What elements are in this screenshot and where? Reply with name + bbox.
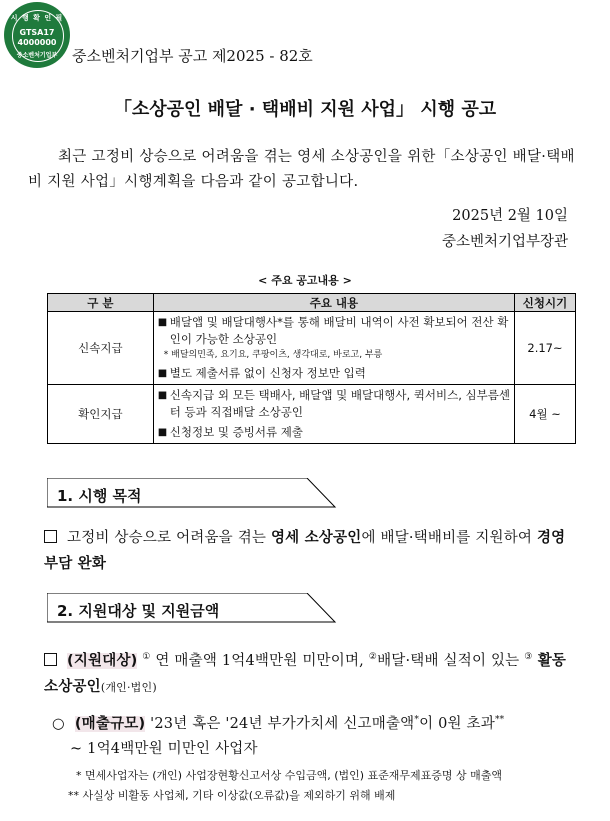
target-text: 1억4백만원 미만 (221, 652, 331, 669)
row-timing: 2.17~ (515, 312, 576, 385)
target-text: 배달·택배 실적이 있는 (377, 652, 525, 669)
footnote-mark: ** (494, 715, 505, 725)
checkbox-bullet-icon (44, 653, 57, 666)
circle-bullet-icon: ○ (52, 715, 65, 732)
purpose-item (44, 525, 574, 577)
target-emphasis: 활동 소상공인 (44, 651, 567, 695)
page-title: 「소상공인 배달 · 택배비 지원 사업」 시행 공고 (113, 99, 497, 120)
seal-bottom-text: 중소벤처기업부 (16, 52, 58, 59)
target-note: (개인·법인) (100, 680, 157, 694)
row-content (153, 312, 514, 385)
purpose-text: 고정비 상승으로 어려움을 겪는 (67, 530, 271, 546)
seal-number: 4000000 (17, 38, 57, 47)
scale-label: (매출규모) (74, 715, 146, 732)
purpose-emphasis: 영세 소상공인 (270, 529, 362, 546)
row-bullet: ■ 신청정보 및 증빙서류 제출 (158, 424, 510, 441)
scale-text: 이 0원 초과 (419, 715, 495, 732)
target-text: 연 매출액 (150, 652, 222, 669)
footnote-2: ** 사실상 비활동 사업체, 기타 이상값(오류값)을 제외하기 위해 배제 (68, 789, 396, 802)
scale-text: '23년 혹은 '24년 부가가치세 신고매출액 (145, 715, 415, 732)
footnote-1: * 면세사업자는 (개인) 사업장현황신고서상 수입금액, (법인) 표준재무제표증명 상 매출액 (76, 769, 503, 782)
circled-two: ② (368, 652, 378, 662)
header-category: 구 분 (48, 294, 154, 312)
header-content: 주요 내용 (153, 294, 514, 312)
section-1-title: 1. 시행 목적 (57, 487, 142, 505)
row-bullet: ■ 배달앱 및 배달대행사*를 통해 배달비 내역이 사전 확보되어 전산 확인이 가능한 소상공인 (158, 314, 510, 348)
target-text: 이며, (330, 652, 369, 669)
circled-one: ① (142, 652, 151, 662)
row-content (153, 385, 514, 444)
notice-date: 2025년 2월 10일 (452, 208, 568, 224)
purpose-text: 에 배달·택배비를 지원하여 (361, 530, 537, 546)
official-seal (6, 4, 68, 66)
row-bullet: ■ 별도 제출서류 없이 신청자 정보만 입력 (158, 365, 510, 382)
summary-table (47, 293, 576, 444)
purpose-emphasis: 경영부담 완화 (44, 529, 566, 572)
seal-code: GTSA17 (19, 28, 55, 37)
target-label: (지원대상) (67, 652, 138, 669)
scale-text: ~ 1억4백만원 미만인 사업자 (70, 740, 258, 757)
table-row (48, 312, 576, 385)
row-note: * 배달의민족, 요기요, 쿠팡이츠, 생각대로, 바로고, 부릉 (163, 350, 383, 360)
seal-top-text: 시 행 확 인 필 (10, 14, 64, 22)
issuer: 중소벤처기업부장관 (441, 234, 568, 250)
row-timing: 4월 ~ (515, 385, 576, 444)
section-2-title: 2. 지원대상 및 지원금액 (57, 602, 220, 620)
section-heading-1 (47, 478, 337, 508)
header-timing: 신청시기 (515, 294, 576, 312)
row-category: 신속지급 (48, 312, 154, 385)
checkbox-bullet-icon (44, 530, 57, 543)
row-category: 확인지급 (48, 385, 154, 444)
section-heading-2 (47, 593, 337, 623)
table-caption: < 주요 공고내용 > (258, 274, 352, 287)
circled-three: ③ (524, 652, 533, 662)
notice-number: 중소벤처기업부 공고 제2025 - 82호 (72, 47, 313, 65)
table-row (48, 385, 576, 444)
target-item (44, 645, 572, 700)
intro-paragraph: 최근 고정비 상승으로 어려움을 겪는 영세 소상공인을 위한「소상공인 배달·택배비 지원 사업」시행계획을 다음과 같이 공고합니다. (28, 149, 575, 190)
scale-item (52, 708, 577, 762)
table-header-row (48, 294, 576, 312)
footnote-mark: * (414, 715, 420, 725)
row-bullet: ■ 신속지급 외 모든 택배사, 배달앱 및 배달대행사, 퀵서비스, 심부름센터 등과 직접배달 소상공인 (158, 387, 510, 421)
